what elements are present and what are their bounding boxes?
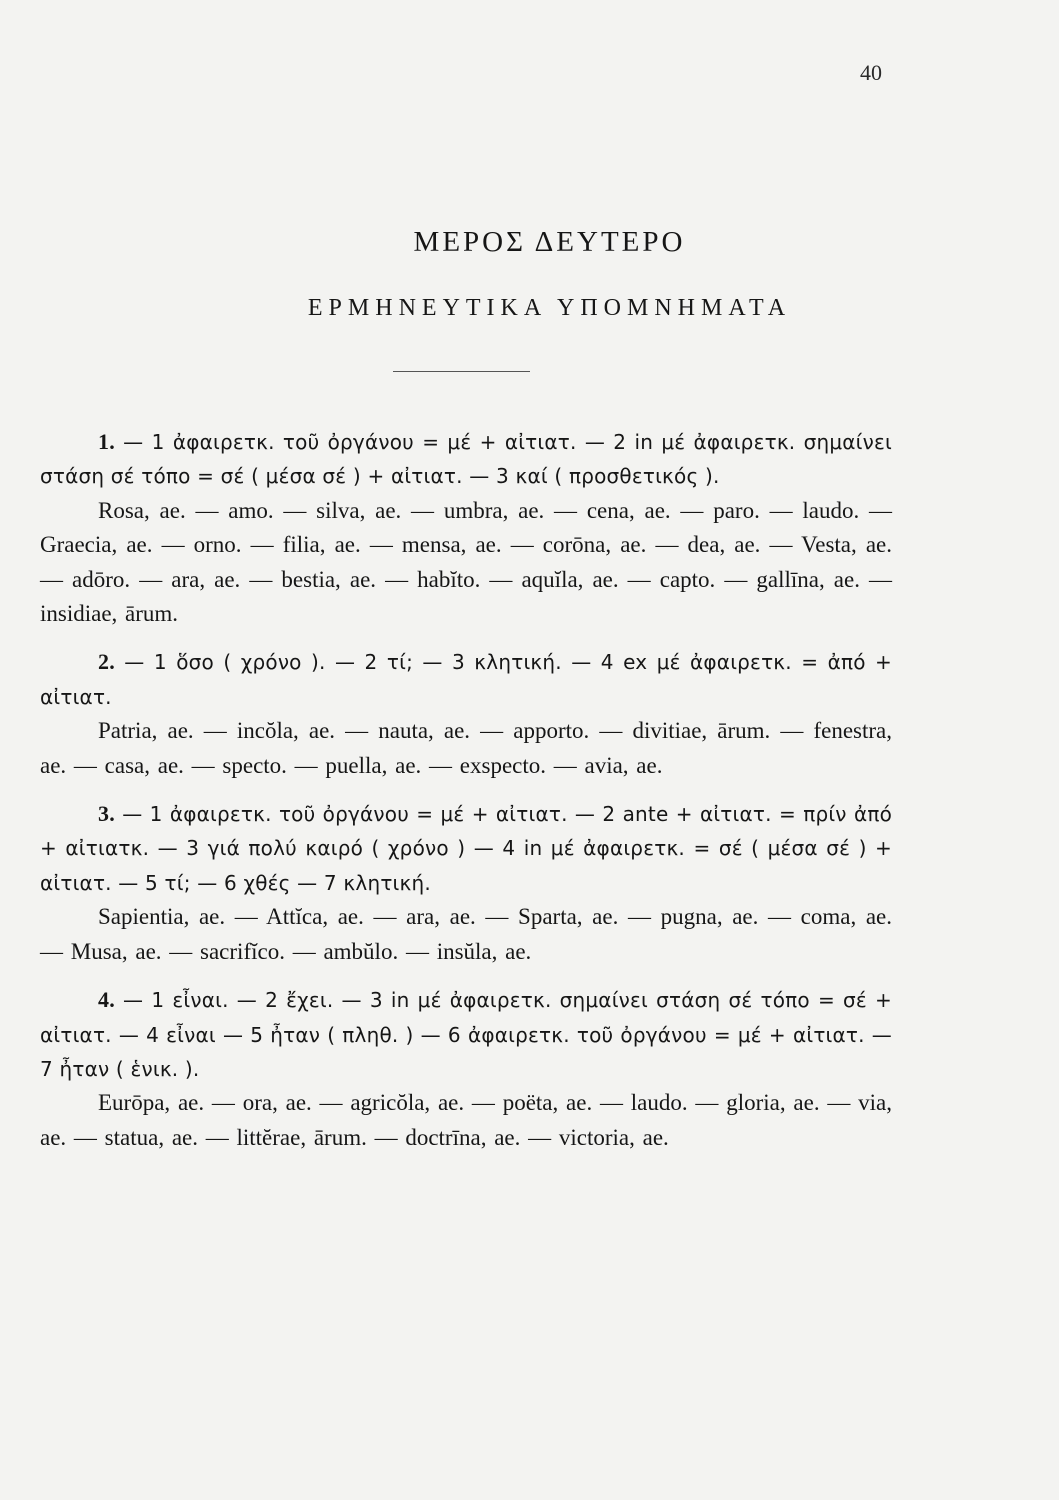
note-section-3 bbox=[40, 797, 892, 969]
section-number: 3. bbox=[98, 801, 115, 827]
section-number: 1. bbox=[98, 429, 115, 454]
title-divider bbox=[393, 371, 530, 372]
note-section-2 bbox=[40, 645, 892, 783]
note-section-1 bbox=[40, 425, 892, 631]
section-note-text: — 1 εἶναι. — 2 ἔχει. — 3 in μέ ἀφαιρετκ. σημαίνει στάση σέ τόπο = σέ + αἰτιατ. — 4 εἶναι — 5 ἦταν ( πληθ. ) — 6 ἀφαιρετκ. τοῦ ὀργάνου = μέ + αἰτιατ. — 7 ἦταν ( ἑνικ. ). bbox=[40, 988, 893, 1081]
section-note-text: — 1 ἀφαιρετκ. τοῦ ὀργάνου = μέ + αἰτιατ. — 2 ante + αἰτιατ. = πρίν ἀπό + αἰτιατκ. — 3 γιά πολύ καιρό ( χρόνο ) — 4 in μέ ἀφαιρετκ. = σέ ( μέσα σέ ) + αἰτιατ. — 5 τί; — 6 χθές — 7 κλητική. bbox=[40, 802, 893, 895]
part-subtitle: ΕΡΜΗΝΕΥΤΙΚΑ ΥΠΟΜΝΗΜΑΤΑ bbox=[307, 295, 792, 321]
section-note bbox=[40, 645, 892, 714]
section-vocabulary: Eurōpa, ae. — ora, ae. — agricŏla, ae. — poëta, ae. — laudo. — gloria, ae. — via, ae. — statua, ae. — littĕrae, ārum. — doctrīna, ae. — victoria, ae. bbox=[40, 1090, 892, 1150]
section-vocabulary: Rosa, ae. — amo. — silva, ae. — umbra, ae. — cena, ae. — paro. — laudo. — Graecia, ae. — orno. — filia, ae. — mensa, ae. — corōna, ae. — dea, ae. — Vesta, ae. — adōro. — ara, ae. — bestia, ae. — habĭto. — aquĭla, ae. — capto. — gallīna, ae. — insidiae, ārum. bbox=[40, 497, 892, 627]
section-note-text: — 1 ἀφαιρετκ. τοῦ ὀργάνου = μέ + αἰτιατ. — 2 in μέ ἀφαιρετκ. σημαίνει στάση σέ τόπο = σέ ( μέσα σέ ) + αἰτιατ. — 3 καί ( προσθετικός ). bbox=[40, 430, 892, 489]
section-note bbox=[40, 797, 892, 900]
part-title: ΜΕΡΟΣ ΔΕΥΤΕΡΟ bbox=[413, 226, 686, 258]
notes-content bbox=[40, 425, 892, 1169]
page-number: 40 bbox=[860, 60, 882, 85]
section-vocabulary: Patria, ae. — incŏla, ae. — nauta, ae. — apporto. — divitiae, ārum. — fenestra, ae. — casa, ae. — specto. — puella, ae. — exspecto. — avia, ae. bbox=[40, 718, 892, 778]
section-number: 2. bbox=[98, 649, 115, 675]
section-note bbox=[40, 425, 892, 494]
note-section-4 bbox=[40, 983, 892, 1155]
section-note bbox=[40, 983, 892, 1086]
section-number: 4. bbox=[98, 987, 115, 1013]
section-vocabulary: Sapientia, ae. — Attĭca, ae. — ara, ae. — Sparta, ae. — pugna, ae. — coma, ae. — Musa, ae. — sacrifĭco. — ambŭlo. — insŭla, ae. bbox=[40, 904, 892, 964]
section-note-text: — 1 ὅσο ( χρόνο ). — 2 τί; — 3 κλητική. — 4 ex μέ ἀφαιρετκ. = ἀπό + αἰτιατ. bbox=[40, 650, 892, 709]
